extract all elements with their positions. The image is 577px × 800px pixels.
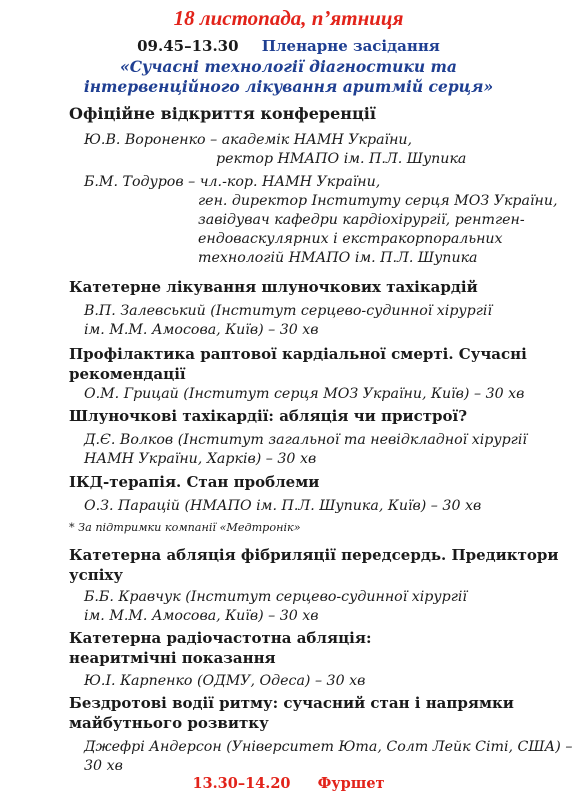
speaker-line: ректор НМАПО ім. П.Л. Шупика (216, 151, 467, 167)
speaker-line: В.П. Залевський (Інститут серцево-судинної хірургії (84, 303, 492, 319)
talk-title: неаритмічні показання (69, 649, 276, 667)
sponsor-note: * За підтримки компанії «Медтронік» (69, 521, 301, 534)
talk-title: Шлуночкові тахікардії: абляція чи пристрої? (69, 407, 467, 425)
theme-line: інтервенційного лікування аритмій серця» (83, 77, 494, 96)
speaker-line: Ю.І. Карпенко (ОДМУ, Одеса) – 30 хв (84, 673, 366, 689)
talk-title: успіху (69, 566, 123, 584)
speaker-line: ендоваскулярних і екстракорпоральних (198, 231, 503, 247)
speaker-line: Б.М. Тодуров – чл.-кор. НАМН України, (84, 174, 381, 190)
talk-title: рекомендації (69, 365, 186, 383)
speaker-line: 30 хв (84, 758, 123, 774)
talk-title: Катетерне лікування шлуночкових тахікардій (69, 278, 478, 296)
talk-title: майбутнього розвитку (69, 714, 269, 732)
speaker-line: НАМН України, Харків) – 30 хв (84, 451, 317, 467)
speaker-line: Джефрі Андерсон (Університет Юта, Солт Лейк Сіті, США) – (84, 739, 573, 755)
speaker-line: завідувач кафедри кардіохірургії, рентген- (198, 212, 525, 228)
session-time: 09.45–13.30 (137, 37, 239, 55)
talk-title: Бездротові водії ритму: сучасний стан і напрямки (69, 694, 514, 712)
talk-title: Профілактика раптової кардіальної смерті. Сучасні (69, 345, 527, 363)
session-theme (0, 57, 577, 97)
speaker-line: О.З. Парацій (НМАПО ім. П.Л. Шупика, Київ) – 30 хв (84, 498, 482, 514)
theme-line: «Сучасні технології діагностики та (120, 57, 457, 76)
speaker-line: ім. М.М. Амосова, Київ) – 30 хв (84, 322, 319, 338)
break-time: 13.30–14.20 (192, 775, 291, 792)
speaker-line: ім. М.М. Амосова, Київ) – 30 хв (84, 608, 319, 624)
talk-title: ІКД-терапія. Стан проблеми (69, 473, 320, 491)
talk-title: Катетерна абляція фібриляції передсердь. Предиктори (69, 546, 559, 564)
break-label: Фуршет (317, 775, 385, 792)
speaker-line: Ю.В. Вороненко – академік НАМН України, (84, 132, 413, 148)
opening-title: Офіційне відкриття конференції (69, 104, 376, 123)
day-heading: 18 листопада, п’ятниця (173, 6, 404, 30)
session-line (0, 37, 577, 55)
speaker-line: ген. директор Інституту серця МОЗ України, (198, 193, 558, 209)
break-line (0, 775, 577, 792)
session-name: Пленарне засідання (261, 37, 440, 55)
speaker-line: Б.Б. Кравчук (Інститут серцево-судинної хірургії (84, 589, 467, 605)
speaker-line: технологій НМАПО ім. П.Л. Шупика (198, 250, 478, 266)
speaker-line: О.М. Грицай (Інститут серця МОЗ України, Київ) – 30 хв (84, 386, 525, 402)
talk-title: Катетерна радіочастотна абляція: (69, 629, 372, 647)
speaker-line: Д.Є. Волков (Інститут загальної та невідкладної хірургії (84, 432, 527, 448)
